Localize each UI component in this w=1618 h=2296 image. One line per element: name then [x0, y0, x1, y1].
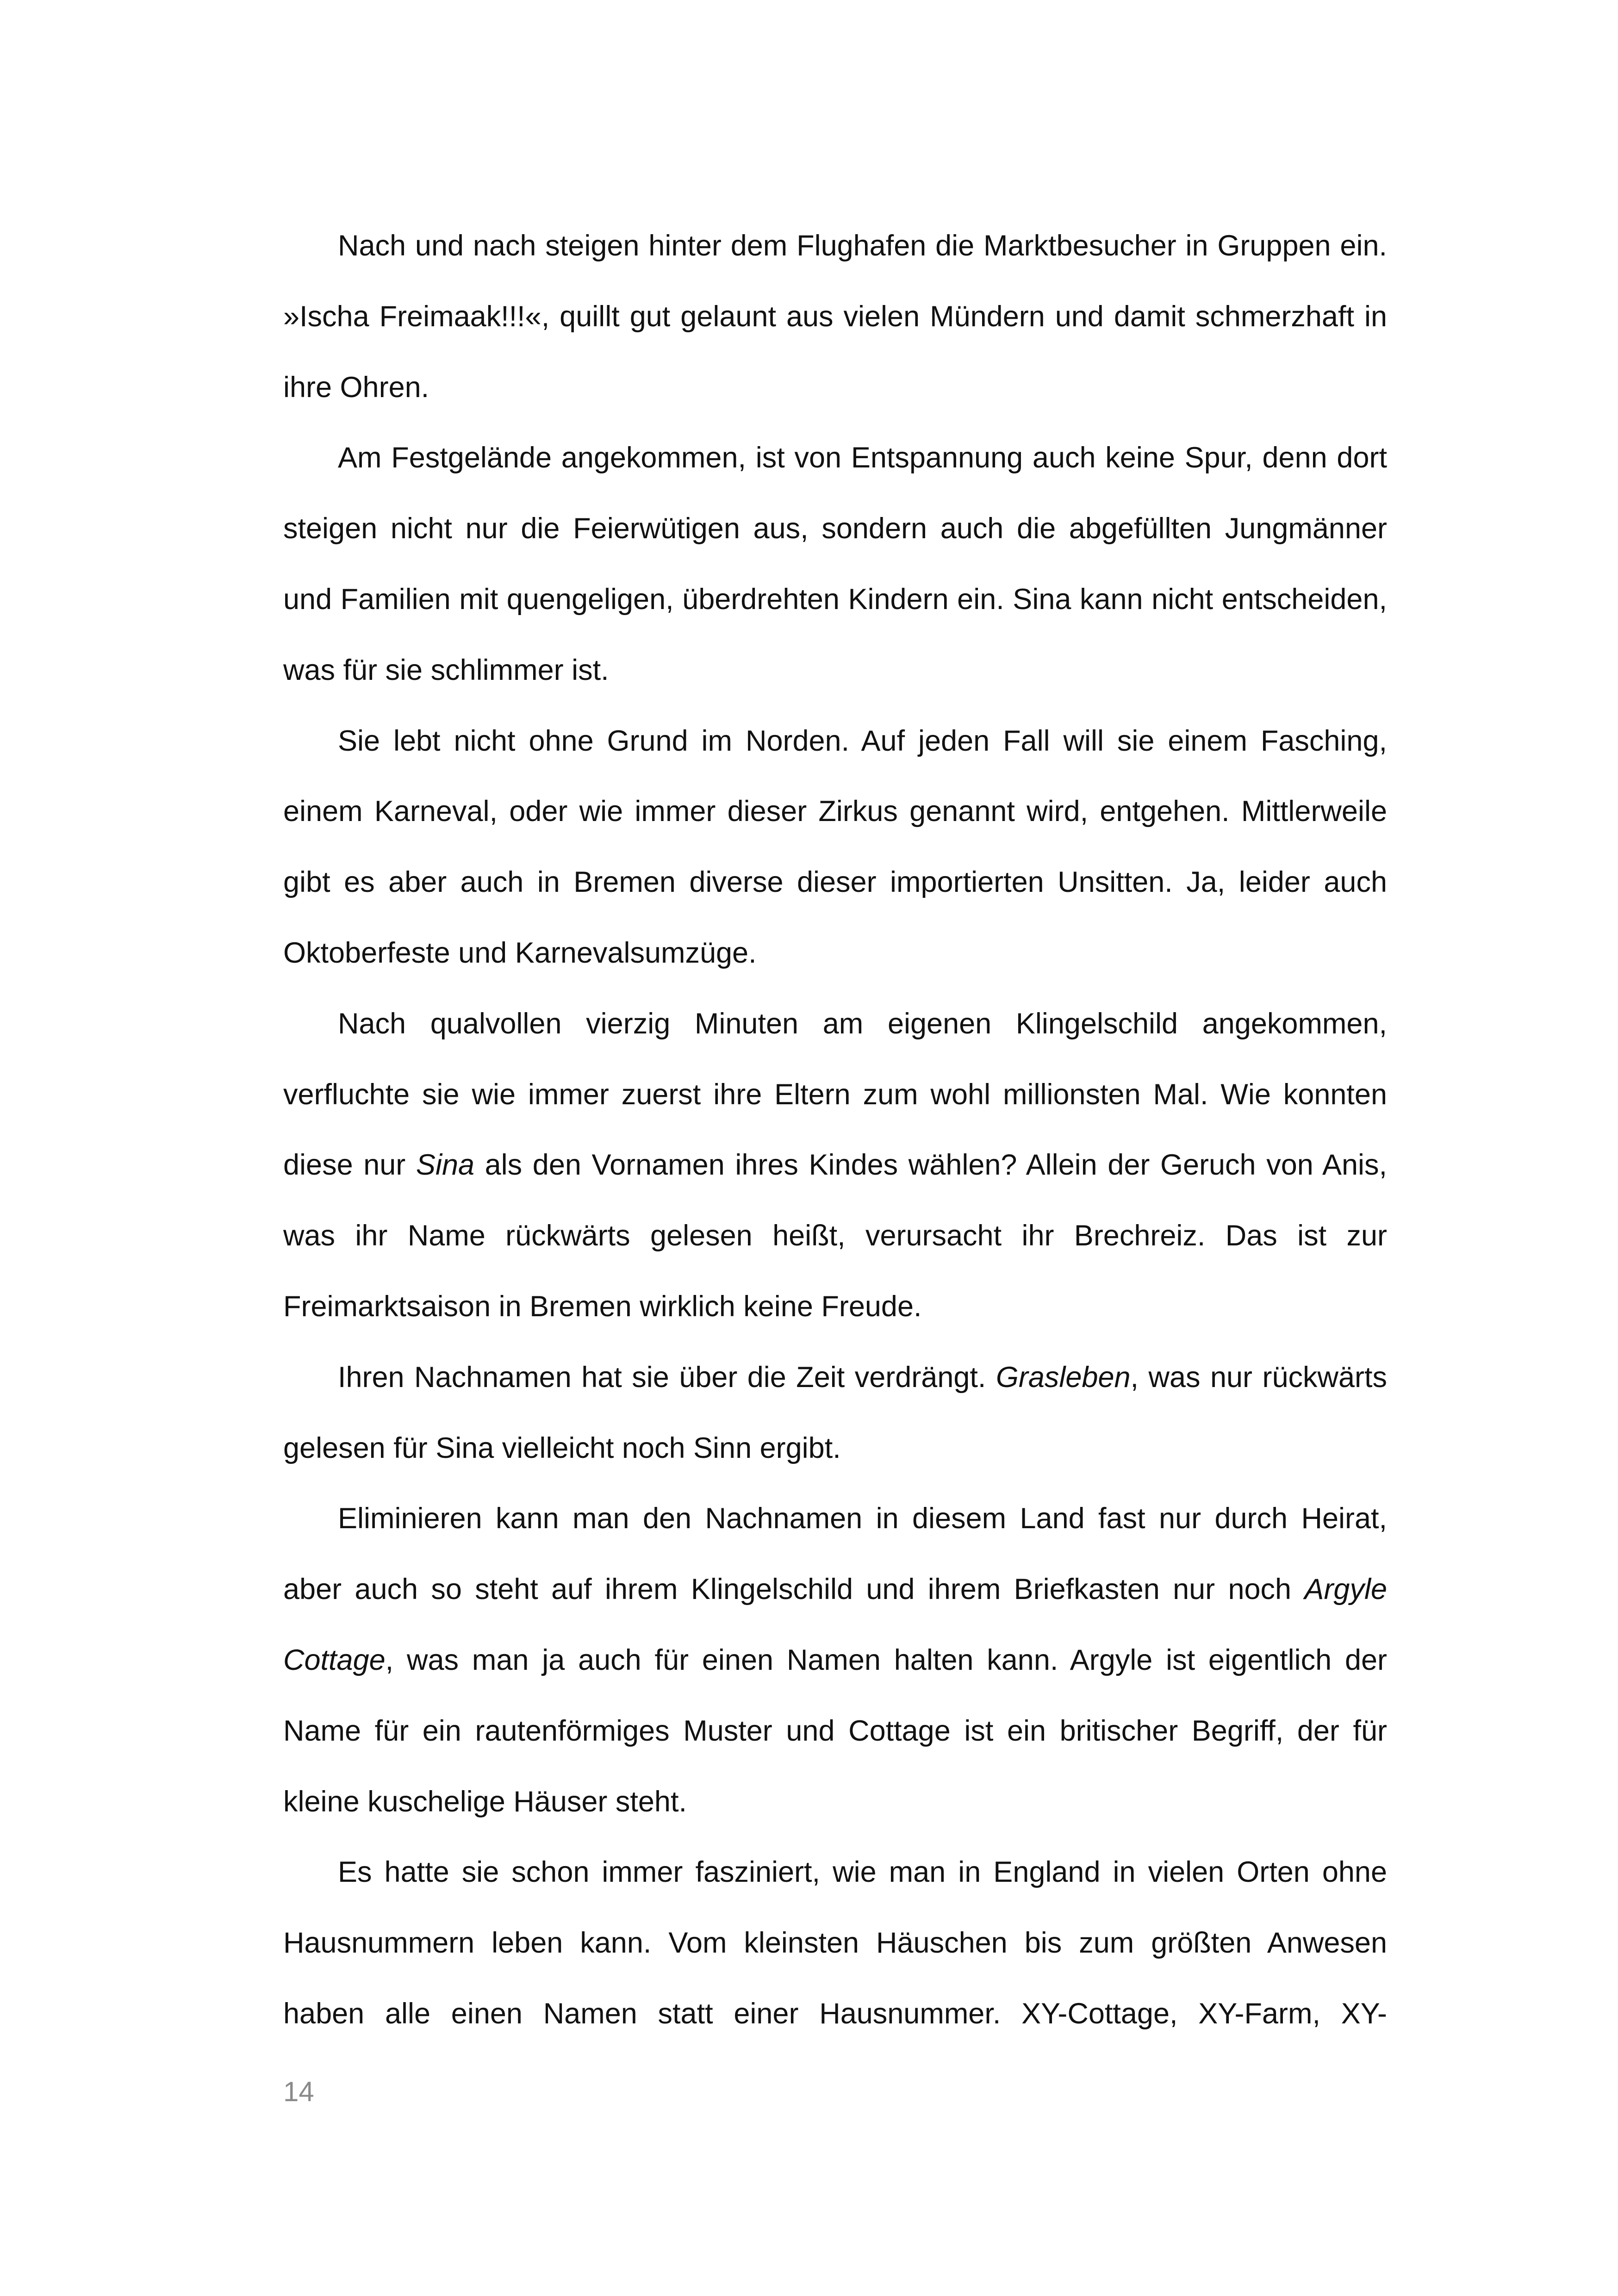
text-segment: als den Vornamen ihres Kindes wählen? Allein der Geruch von Anis, was ihr Name rückwärts gelesen heißt, verursacht ihr Brechreiz. Das ist zur Freimarktsaison in Bremen wirklich keine Freude. — [283, 1149, 1388, 1323]
text-segment: Ihren Nachnamen hat sie über die Zeit verdrängt. — [338, 1361, 996, 1394]
paragraph — [283, 989, 1387, 1342]
text-segment: Es hatte sie schon immer fasziniert, wie man in England in vielen Orten ohne Hausnummern leben kann. Vom kleinsten Häuschen bis zum größten Anwesen haben alle einen Namen statt einer Hausnummer. XY-Cottage, XY-Farm, XY- — [283, 1856, 1387, 2030]
paragraph — [283, 211, 1387, 423]
text-segment: , was man ja auch für einen Namen halten kann. Argyle ist eigentlich der Name für ein rautenförmiges Muster und Cottage ist ein britischer Begriff, der für kleine kuschelige Häuser steht. — [283, 1643, 1387, 1818]
italic-name: Sina — [416, 1149, 475, 1182]
italic-name: Grasleben — [996, 1361, 1131, 1394]
body-text — [283, 211, 1387, 2049]
text-segment: Nach qualvollen vierzig Minuten am eigenen Klingelschild angekommen, verfluchte sie wie immer zuerst ihre Eltern zum wohl millionsten Mal. Wie konnten diese nur — [283, 1007, 1387, 1182]
text-segment: Eliminieren kann man den Nachnamen in diesem Land fast nur durch Heirat, aber auch so steht auf ihrem Klingelschild und ihrem Briefkasten nur noch — [283, 1502, 1387, 1606]
paragraph — [283, 706, 1387, 989]
paragraph — [283, 423, 1387, 705]
text-segment: Sie lebt nicht ohne Grund im Norden. Auf jeden Fall will sie einem Fasching, einem Karneval, oder wie immer dieser Zirkus genannt wird, entgehen. Mittlerweile gibt es aber auch in Bremen diverse dieser importierten Unsitten. Ja, leider auch Oktoberfeste und Karnevalsumzüge. — [283, 724, 1387, 969]
paragraph — [283, 1483, 1387, 1837]
text-segment: , was nur rückwärts gelesen für Sina vielleicht noch Sinn ergibt. — [283, 1361, 1388, 1464]
italic-name: Argyle Cottage — [283, 1573, 1387, 1676]
page-number: 14 — [283, 2076, 314, 2107]
text-segment: Am Festgelände angekommen, ist von Entspannung auch keine Spur, denn dort steigen nicht nur die Feierwütigen aus, sondern auch die abgefüllten Jungmänner und Familien mit quengeligen, überdrehten Kindern ein. Sina kann nicht entscheiden, was für sie schlimmer ist. — [283, 442, 1387, 686]
paragraph — [283, 1342, 1387, 1484]
text-segment: Nach und nach steigen hinter dem Flughafen die Marktbesucher in Gruppen ein. »Ischa Freimaak!!!«, quillt gut gelaunt aus vielen Mündern und damit schmerzhaft in ihre Ohren. — [283, 230, 1387, 404]
paragraph — [283, 1837, 1387, 2049]
